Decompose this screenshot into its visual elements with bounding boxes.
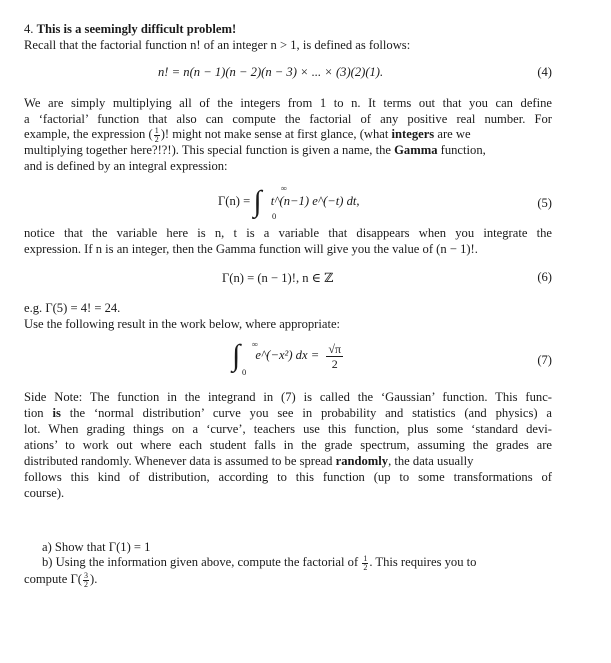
part-b-end: . This requires you to	[369, 555, 477, 569]
para2-line4-end: function,	[437, 143, 486, 157]
equation-6: Γ(n) = (n − 1)!, n ∈ ℤ	[222, 271, 334, 285]
sidenote-line5-end: , the data usually	[388, 454, 474, 468]
integral-sign: ∫	[253, 185, 262, 218]
para2-line4-start: multiplying together here?!?!). This special function is given a name, the	[24, 143, 395, 157]
sidenote-line3: lot. When grading things on a ‘curve’, teachers use this function, plus some ‘standard devi-	[24, 422, 552, 436]
eq5-lower-limit: 0	[272, 211, 277, 221]
para2-line3	[24, 126, 552, 144]
fraction-numerator: 1	[363, 553, 368, 563]
fraction-denominator: 2	[84, 579, 88, 589]
randomly-bold: randomly	[335, 454, 389, 468]
part-b-line2-start: compute Γ(	[24, 572, 82, 586]
equation-7	[232, 339, 343, 377]
part-b-line2-end: ).	[90, 572, 98, 586]
para4-line1: e.g. Γ(5) = 4! = 24.	[24, 301, 121, 315]
para4-line2: Use the following result in the work below, where appropriate:	[24, 317, 341, 331]
integral-sign-7: ∫	[232, 339, 241, 372]
eq7-integrand: e^(−x²) dx =	[255, 347, 320, 362]
equation-5-number: (5)	[537, 196, 552, 210]
equation-6-number: (6)	[537, 270, 552, 284]
problem-title: This is a seemingly difficult problem!	[36, 22, 237, 36]
sidenote-line6: follows this kind of distribution, according to this function (up to some transformations of	[24, 470, 552, 484]
eq7-lower-limit: 0	[242, 367, 247, 377]
eq7-numerator: √π	[328, 341, 342, 356]
part-b-line2	[24, 571, 552, 589]
is-bold: is	[52, 406, 61, 420]
fraction-numerator: 3	[84, 570, 88, 580]
eq5-upper-limit: ∞	[281, 183, 288, 193]
para3-line2: expression. If n is an integer, then the Gamma function will give you the value of (n − 1)!.	[24, 242, 478, 256]
para1-line1: Recall that the factorial function n! of an integer n > 1, is defined as follows:	[24, 38, 411, 52]
gamma-bold: Gamma	[394, 143, 438, 157]
equation-7-number: (7)	[537, 353, 552, 367]
fraction-denominator: 2	[154, 134, 159, 144]
equation-5	[218, 183, 360, 221]
sidenote-line4: ations’ to work out where each student falls in the grade spectrum, assuming the grades are	[24, 438, 552, 452]
sidenote-line5-start: distributed randomly. Whenever data is assumed to be spread	[24, 454, 336, 468]
part-b-start: b) Using the information given above, compute the factorial of	[42, 555, 359, 569]
sidenote-line7: course).	[24, 486, 65, 500]
sidenote-line1: Side Note: The function in the integrand in (7) is called the ‘Gaussian’ function. This func-	[24, 390, 552, 404]
eq7-upper-limit: ∞	[252, 339, 259, 349]
para2-line2: a ‘factorial’ function that also can compute the factorial of any positive real number. For	[24, 112, 552, 126]
para3-line1: notice that the variable here is n, t is a variable that disappears when you integrate the	[24, 226, 552, 240]
fraction-denominator: 2	[363, 562, 368, 572]
eq7-denominator: 2	[331, 356, 338, 371]
fraction-numerator: 1	[154, 125, 159, 135]
part-a: a) Show that Γ(1) = 1	[42, 540, 151, 554]
problem-heading	[24, 21, 552, 37]
sidenote-line2	[24, 405, 552, 421]
part-b-half-fraction	[362, 555, 368, 572]
para2-line5: and is defined by an integral expression:	[24, 159, 228, 173]
part-b-line1	[42, 554, 552, 572]
para2-line3-start: example, the expression (	[24, 127, 153, 141]
eq5-integrand: t^(n−1) e^(−t) dt,	[270, 193, 360, 208]
three-halves-fraction	[83, 572, 89, 589]
sidenote-line2-end: the ‘normal distribution’ curve you see in probability and statistics (and physics) a	[60, 406, 552, 420]
sqrt-pi-over-2	[326, 342, 343, 371]
para2-line3-end: are we	[434, 127, 471, 141]
eq5-lhs: Γ(n) =	[218, 193, 251, 208]
para2-line4	[24, 142, 552, 158]
para2-line1: We are simply multiplying all of the integers from 1 to n. It terms out that you can define	[24, 96, 552, 110]
sidenote-line2-start: tion	[24, 406, 53, 420]
equation-4-number: (4)	[537, 65, 552, 79]
problem-number: 4.	[24, 22, 34, 36]
sidenote-line5	[24, 453, 552, 469]
equation-4: n! = n(n − 1)(n − 2)(n − 3) × ... × (3)(2)(1).	[158, 65, 384, 79]
integers-bold: integers	[391, 127, 435, 141]
para2-line3-mid: )! might not make sense at first glance, (what	[160, 127, 392, 141]
